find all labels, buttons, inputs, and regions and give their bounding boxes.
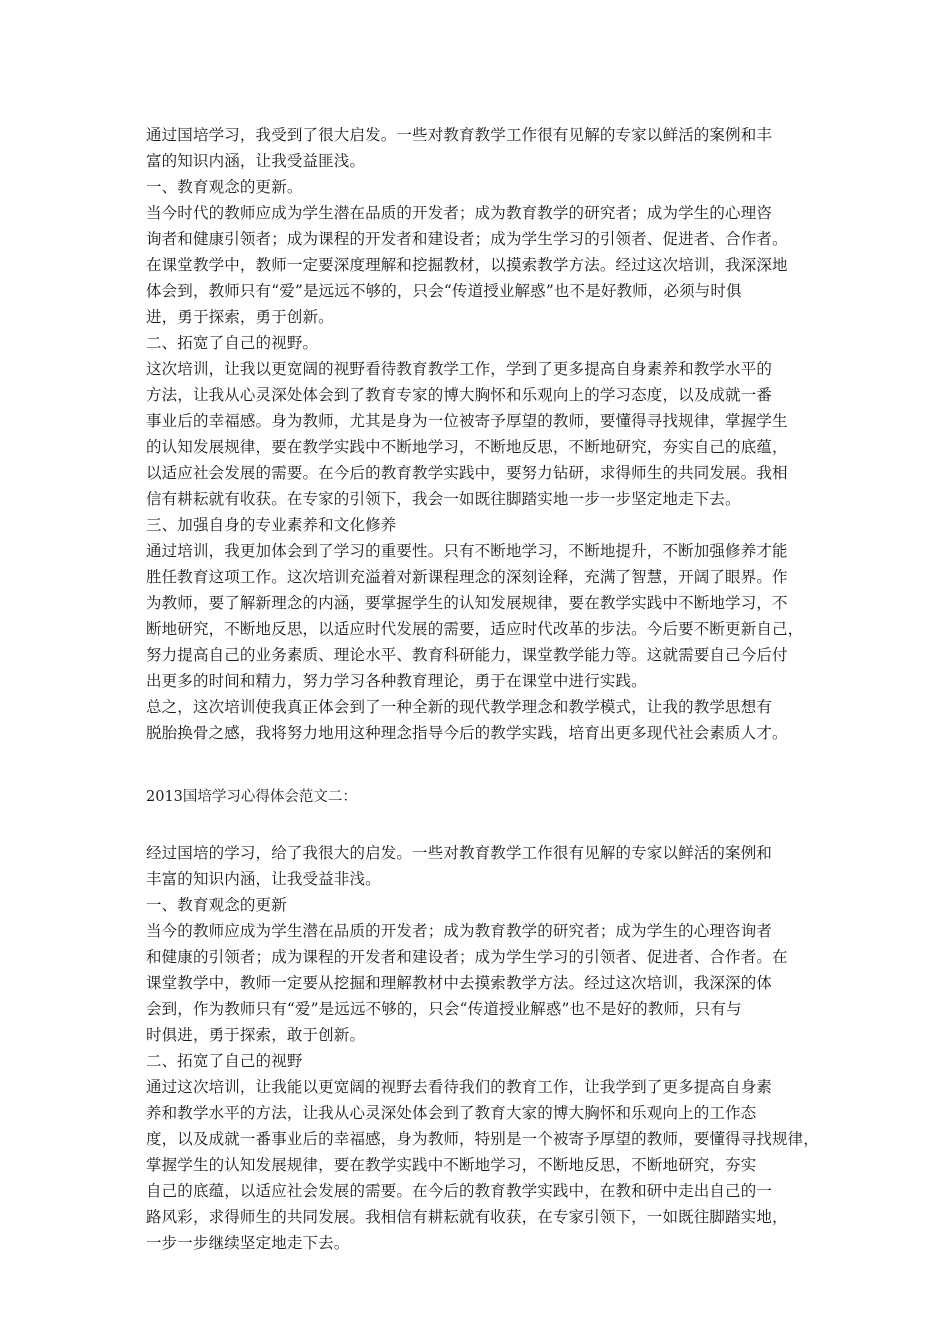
paragraph-line: 和健康的引领者；成为课程的开发者和建设者；成为学生学习的引领者、促进者、合作者。在 xyxy=(146,948,788,966)
paragraph-line: 掌握学生的认知发展规律，要在教学实践中不断地学习，不断地反思，不断地研究，夯实 xyxy=(146,1156,757,1174)
document-page xyxy=(146,122,826,1256)
paragraph-line: 通过培训，我更加体会到了学习的重要性。只有不断地学习，不断地提升，不断加强修养才能 xyxy=(146,542,788,560)
spacer xyxy=(146,746,826,784)
article-one xyxy=(146,122,826,746)
paragraph-line: 通过这次培训，让我能以更宽阔的视野去看待我们的教育工作，让我学到了更多提高自身素 xyxy=(146,1078,773,1096)
paragraph-line: 在课堂教学中，教师一定要深度理解和挖掘教材，以摸索教学方法。经过这次培训，我深深地 xyxy=(146,256,788,274)
paragraph-line: 体会到，教师只有“爱”是远远不够的，只会“传道授业解惑”也不是好教师，必须与时俱 xyxy=(146,282,742,300)
article-two-title: 2013国培学习心得体会范文二： xyxy=(146,789,357,805)
paragraph-line: 度，以及成就一番事业后的幸福感，身为教师，特别是一个被寄予厚望的教师，要懂得寻找规律， xyxy=(146,1130,819,1148)
section-heading: 三、加强自身的专业素养和文化修养 xyxy=(146,516,397,534)
section-heading: 一、教育观念的更新。 xyxy=(146,178,303,196)
paragraph-line: 询者和健康引领者；成为课程的开发者和建设者；成为学生学习的引领者、促进者、合作者。 xyxy=(146,230,788,248)
paragraph-line: 胜任教育这项工作。这次培训充溢着对新课程理念的深刻诠释，充满了智慧，开阔了眼界。作 xyxy=(146,568,788,586)
paragraph-line: 当今的教师应成为学生潜在品质的开发者；成为教育教学的研究者；成为学生的心理咨询者 xyxy=(146,922,773,940)
paragraph-line: 总之，这次培训使我真正体会到了一种全新的现代教学理念和教学模式，让我的教学思想有 xyxy=(146,698,773,716)
paragraph-line: 养和教学水平的方法，让我从心灵深处体会到了教育大家的博大胸怀和乐观向上的工作态 xyxy=(146,1104,757,1122)
paragraph-line: 经过国培的学习，给了我很大的启发。一些对教育教学工作很有见解的专家以鲜活的案例和 xyxy=(146,844,773,862)
article-two xyxy=(146,840,826,1256)
paragraph-line: 自己的底蕴，以适应社会发展的需要。在今后的教育教学实践中，在教和研中走出自己的一 xyxy=(146,1182,773,1200)
paragraph-line: 这次培训，让我以更宽阔的视野看待教育教学工作，学到了更多提高自身素养和教学水平的 xyxy=(146,360,773,378)
paragraph-line: 丰富的知识内涵，让我受益非浅。 xyxy=(146,870,381,888)
paragraph-line: 为教师，要了解新理念的内涵，要掌握学生的认知发展规律，要在教学实践中不断地学习，不 xyxy=(146,594,788,612)
section-heading: 二、拓宽了自己的视野。 xyxy=(146,334,319,352)
paragraph-line: 会到，作为教师只有“爱”是远远不够的，只会“传道授业解惑”也不是好的教师，只有与 xyxy=(146,1000,742,1018)
paragraph-line: 一步一步继续坚定地走下去。 xyxy=(146,1234,350,1252)
paragraph-line: 断地研究，不断地反思，以适应时代发展的需要，适应时代改革的步法。今后要不断更新自己， xyxy=(146,620,804,638)
paragraph-line: 以适应社会发展的需要。在今后的教育教学实践中，要努力钻研，求得师生的共同发展。我相 xyxy=(146,464,788,482)
paragraph-line: 课堂教学中，教师一定要从挖掘和理解教材中去摸索教学方法。经过这次培训，我深深的体 xyxy=(146,974,773,992)
paragraph-line: 进，勇于探索，勇于创新。 xyxy=(146,308,334,326)
paragraph-line: 脱胎换骨之感，我将努力地用这种理念指导今后的教学实践，培育出更多现代社会素质人才。 xyxy=(146,724,788,742)
paragraph-line: 当今时代的教师应成为学生潜在品质的开发者；成为教育教学的研究者；成为学生的心理咨 xyxy=(146,204,773,222)
paragraph-line: 出更多的时间和精力，努力学习各种教育理论，勇于在课堂中进行实践。 xyxy=(146,672,647,690)
paragraph-line: 路风彩，求得师生的共同发展。我相信有耕耘就有收获，在专家引领下，一如既往脚踏实地， xyxy=(146,1208,788,1226)
paragraph-line: 信有耕耘就有收获。在专家的引领下，我会一如既往脚踏实地一步一步坚定地走下去。 xyxy=(146,490,741,508)
paragraph-line: 努力提高自己的业务素质、理论水平、教育科研能力，课堂教学能力等。这就需要自己今后付 xyxy=(146,646,788,664)
paragraph-line: 通过国培学习，我受到了很大启发。一些对教育教学工作很有见解的专家以鲜活的案例和丰 xyxy=(146,126,773,144)
section-heading: 二、拓宽了自己的视野 xyxy=(146,1052,303,1070)
spacer xyxy=(146,810,826,840)
section-heading: 一、教育观念的更新 xyxy=(146,896,287,914)
paragraph-line: 事业后的幸福感。身为教师，尤其是身为一位被寄予厚望的教师，要懂得寻找规律，掌握学生 xyxy=(146,412,788,430)
paragraph-line: 方法，让我从心灵深处体会到了教育专家的博大胸怀和乐观向上的学习态度，以及成就一番 xyxy=(146,386,773,404)
paragraph-line: 富的知识内涵，让我受益匪浅。 xyxy=(146,152,366,170)
paragraph-line: 的认知发展规律，要在教学实践中不断地学习，不断地反思，不断地研究，夯实自己的底蕴， xyxy=(146,438,788,456)
paragraph-line: 时俱进，勇于探索，敢于创新。 xyxy=(146,1026,366,1044)
